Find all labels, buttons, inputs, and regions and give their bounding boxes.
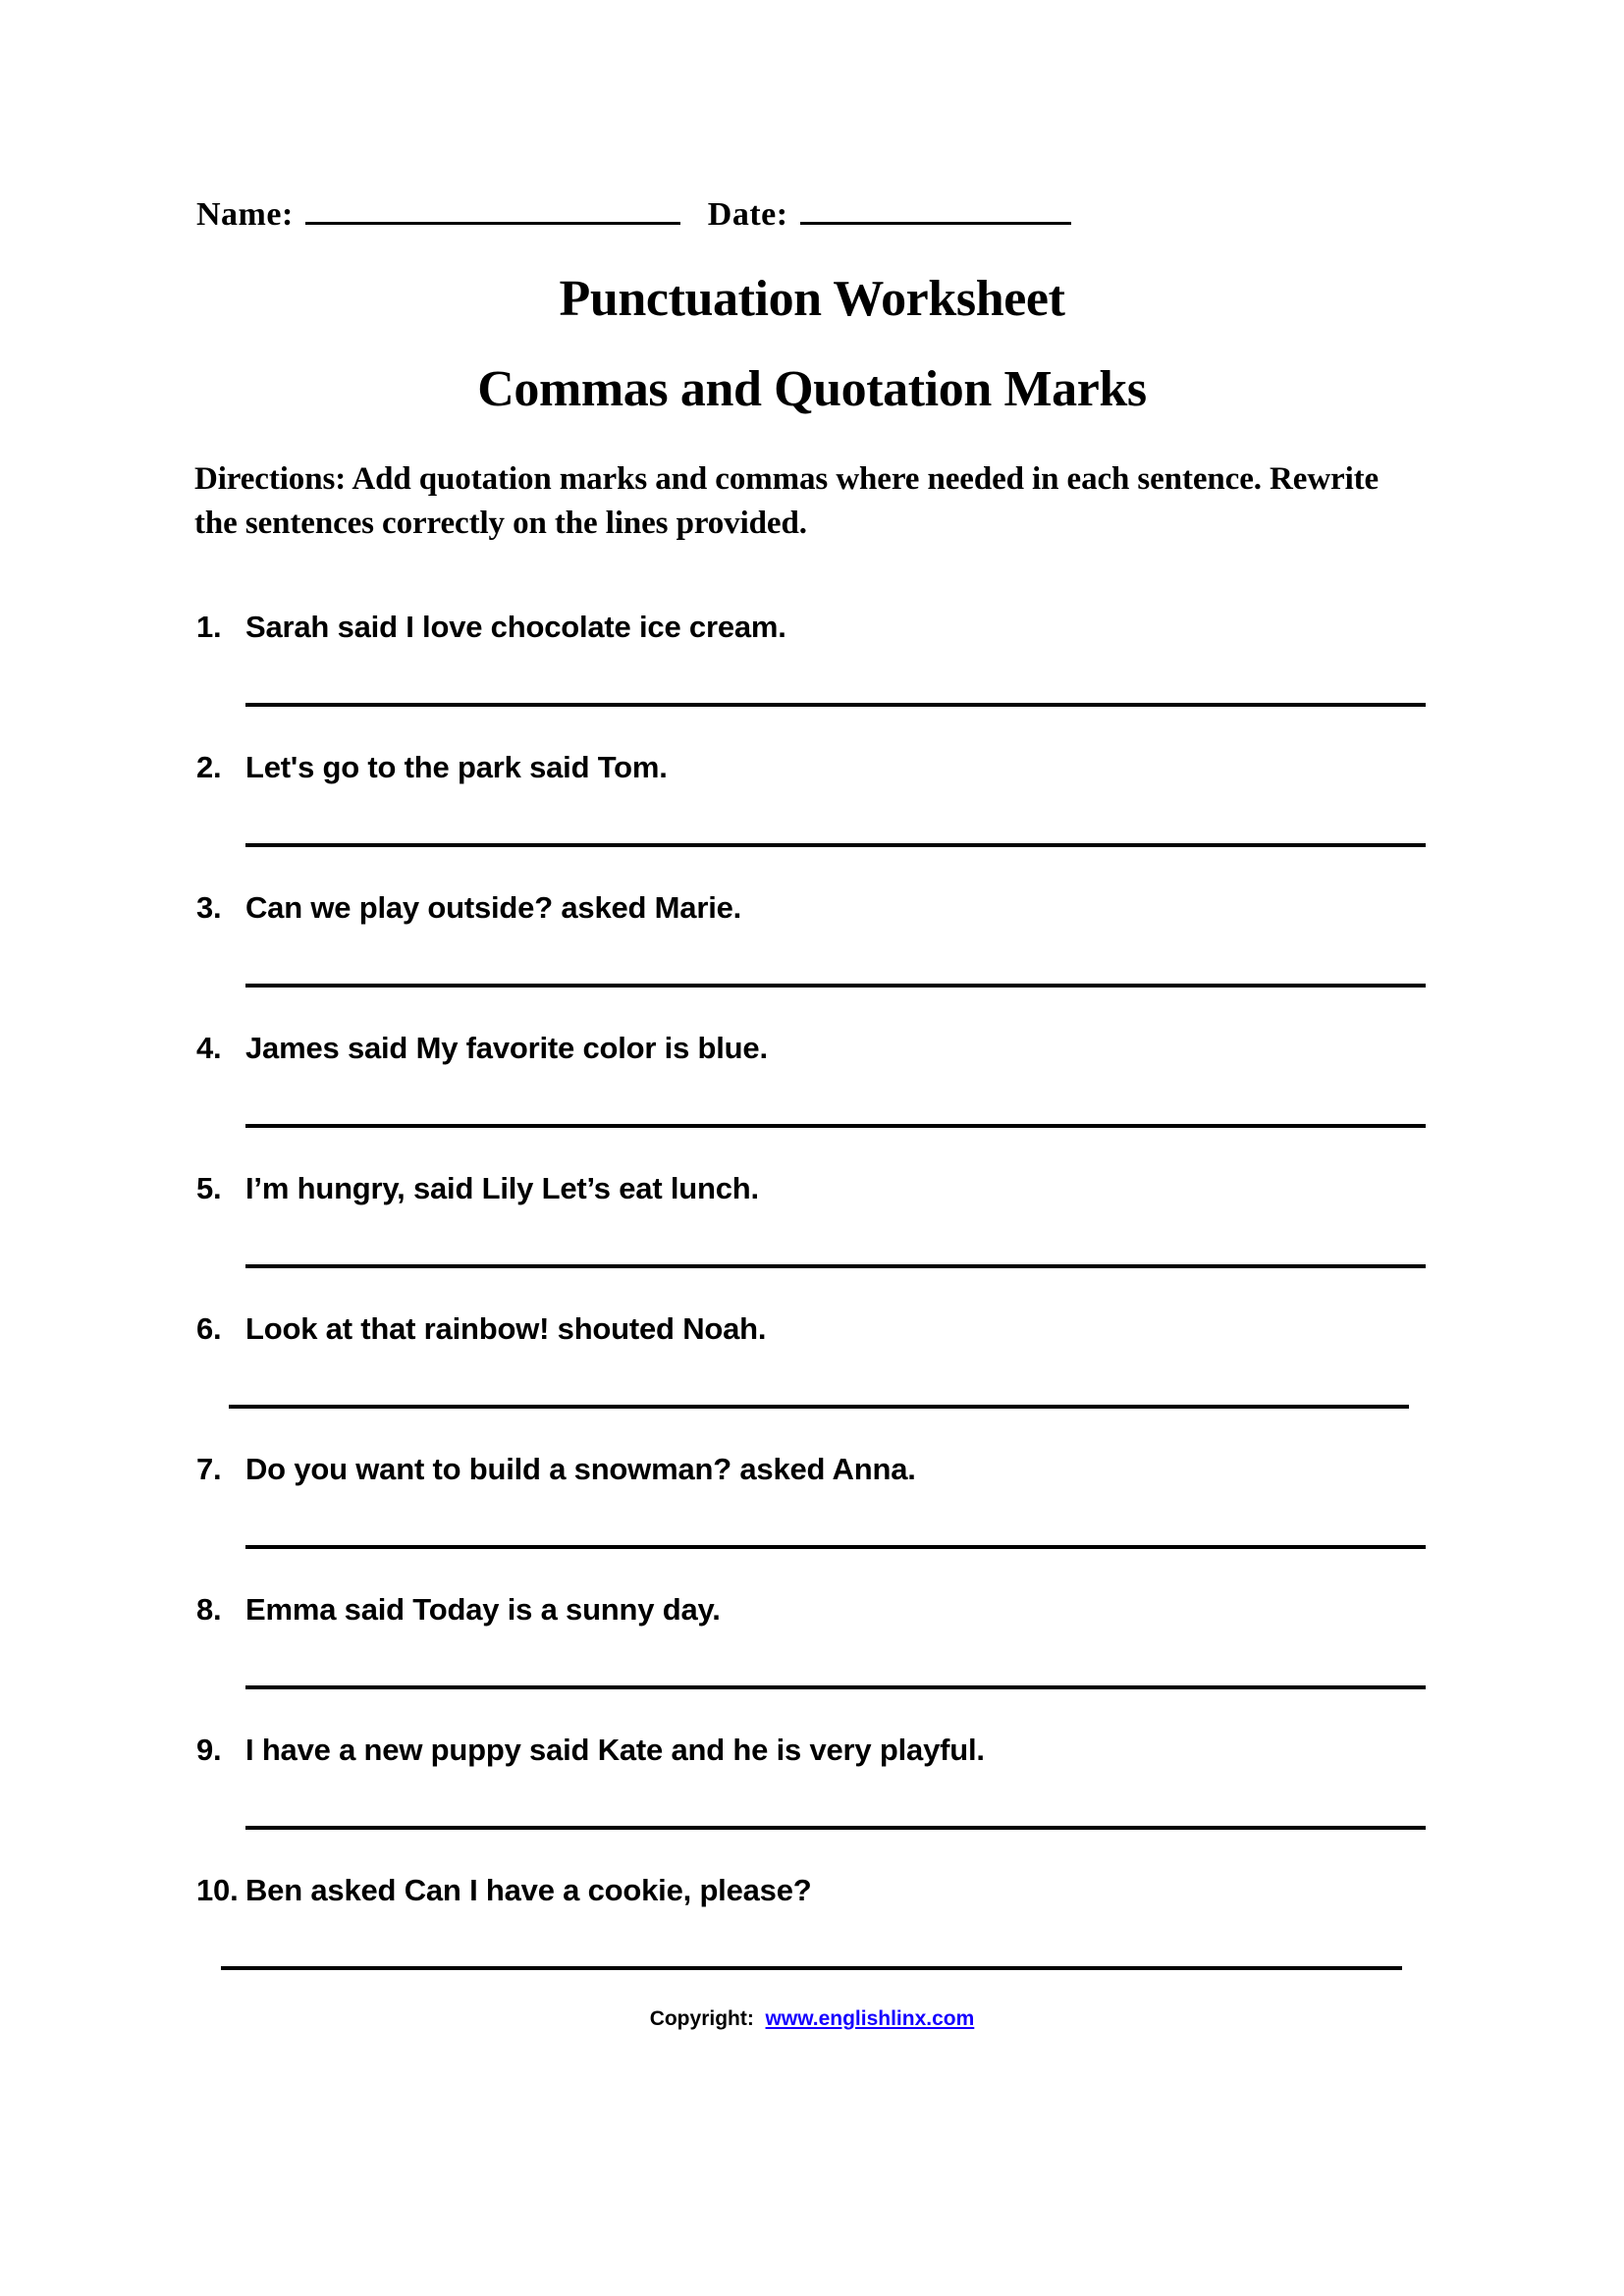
question-item: [0, 1591, 1624, 1732]
answer-line[interactable]: [245, 1685, 1426, 1689]
englishlinx-link[interactable]: www.englishlinx.com: [765, 2007, 975, 2030]
question-text: James said My favorite color is blue.: [245, 1031, 768, 1065]
question-line: [196, 1030, 1414, 1067]
question-number: 8.: [196, 1592, 222, 1627]
question-number: 9.: [196, 1733, 222, 1767]
question-number: 5.: [196, 1171, 222, 1205]
question-line: [196, 609, 1414, 646]
answer-line[interactable]: [229, 1405, 1409, 1409]
question-line: [196, 1170, 1414, 1207]
answer-line[interactable]: [221, 1966, 1402, 1970]
directions-text: Directions: Add quotation marks and commas where needed in each sentence. Rewrite the sentences correctly on the lines provided.: [194, 461, 1380, 541]
answer-line[interactable]: [245, 1264, 1426, 1268]
name-date-row: [196, 192, 1404, 240]
question-number: 7.: [196, 1452, 222, 1486]
question-number: 2.: [196, 750, 222, 784]
question-item: [0, 1451, 1624, 1591]
question-text: Let's go to the park said Tom.: [245, 750, 668, 784]
question-item: [0, 1732, 1624, 1872]
question-text: Do you want to build a snowman? asked Anna.: [245, 1452, 916, 1486]
question-number: 3.: [196, 890, 222, 925]
question-number: 10.: [196, 1873, 239, 1907]
question-list: [0, 609, 1624, 2012]
footer: [0, 2006, 1624, 2032]
question-line: [196, 749, 1414, 786]
question-text: Ben asked Can I have a cookie, please?: [245, 1873, 812, 1907]
question-text: Can we play outside? asked Marie.: [245, 890, 742, 925]
answer-line[interactable]: [245, 1124, 1426, 1128]
question-line: [196, 1872, 1414, 1909]
date-label: Date:: [707, 196, 788, 233]
name-write-in-line[interactable]: [305, 192, 680, 225]
answer-line[interactable]: [245, 1545, 1426, 1549]
question-text: Look at that rainbow! shouted Noah.: [245, 1311, 767, 1346]
question-item: [0, 1170, 1624, 1310]
question-line: [196, 1451, 1414, 1488]
question-line: [196, 1591, 1414, 1629]
question-item: [0, 609, 1624, 749]
question-text: I have a new puppy said Kate and he is very playful.: [245, 1733, 985, 1767]
answer-line[interactable]: [245, 843, 1426, 847]
question-number: 4.: [196, 1031, 222, 1065]
question-line: [196, 889, 1414, 927]
page-title: Punctuation Worksheet: [559, 271, 1065, 327]
question-item: [0, 1310, 1624, 1451]
copyright-label: Copyright:: [649, 2007, 754, 2030]
question-item: [0, 1872, 1624, 2012]
question-text: I’m hungry, said Lily Let’s eat lunch.: [245, 1171, 759, 1205]
question-text: Sarah said I love chocolate ice cream.: [245, 610, 786, 644]
question-line: [196, 1310, 1414, 1348]
answer-line[interactable]: [245, 984, 1426, 988]
date-write-in-line[interactable]: [800, 192, 1071, 225]
question-item: [0, 1030, 1624, 1170]
question-item: [0, 889, 1624, 1030]
name-label: Name:: [196, 196, 294, 233]
question-item: [0, 749, 1624, 889]
question-number: 6.: [196, 1311, 222, 1346]
question-number: 1.: [196, 610, 222, 644]
answer-line[interactable]: [245, 703, 1426, 707]
answer-line[interactable]: [245, 1826, 1426, 1830]
question-line: [196, 1732, 1414, 1769]
page-subtitle: Commas and Quotation Marks: [477, 361, 1147, 417]
question-text: Emma said Today is a sunny day.: [245, 1592, 721, 1627]
